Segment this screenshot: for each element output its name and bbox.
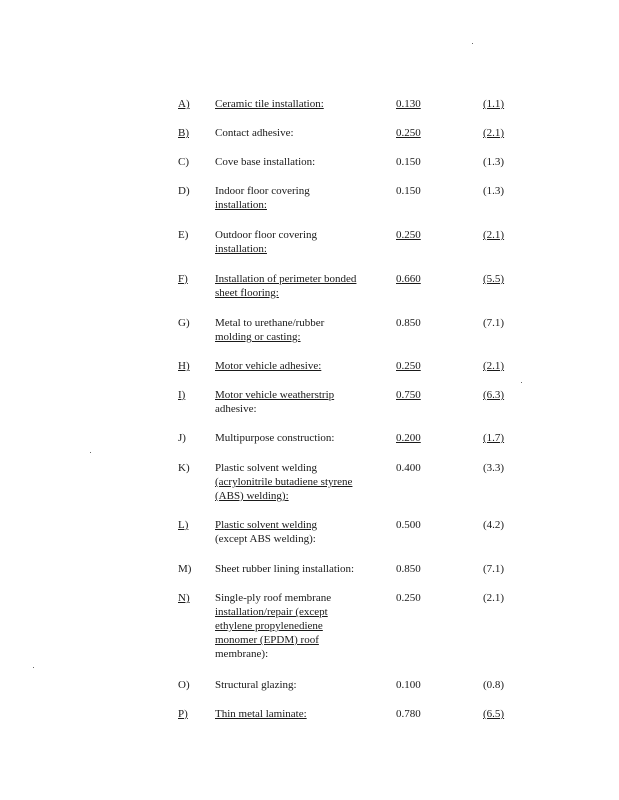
item-letter-text: A) xyxy=(178,98,190,110)
voc-limit-lb-gal: 0.250 xyxy=(396,127,421,139)
item-letter xyxy=(178,316,208,330)
item-description xyxy=(215,155,380,169)
item-letter-text: C) xyxy=(178,156,189,168)
description-line: installation: xyxy=(215,243,267,255)
description-line: Motor vehicle adhesive: xyxy=(215,360,322,372)
voc-limit-alt-units: (7.1) xyxy=(483,317,505,329)
item-letter-text: D) xyxy=(178,185,190,197)
item-letter-text: J) xyxy=(178,432,186,444)
item-letter xyxy=(178,707,218,721)
item-description xyxy=(215,184,380,212)
voc-limit-lb-gal: 0.200 xyxy=(396,432,421,444)
voc-limit-alt-units: (0.8) xyxy=(483,679,505,691)
voc-limit-alt-units: (4.2) xyxy=(483,519,505,531)
description-line: (except ABS welding): xyxy=(215,533,316,545)
voc-limit-lb-gal: 0.850 xyxy=(396,317,421,329)
description-line: Motor vehicle weatherstrip xyxy=(215,389,335,401)
item-description xyxy=(215,562,380,576)
item-letter-text: H) xyxy=(178,360,190,372)
item-description xyxy=(215,228,380,256)
item-description xyxy=(215,126,380,140)
voc-limit-lb-gal: 0.850 xyxy=(396,563,421,575)
description-line: Plastic solvent welding xyxy=(215,519,318,531)
item-description xyxy=(215,316,380,344)
description-line: Sheet rubber lining installation: xyxy=(215,563,355,575)
voc-limit-alt-units: (1.3) xyxy=(483,156,505,168)
item-description xyxy=(215,707,380,721)
item-letter-text: L) xyxy=(178,519,189,531)
description-line: (ABS) welding): xyxy=(215,490,289,502)
voc-limit-lb-gal: 0.100 xyxy=(396,679,421,691)
voc-limit-lb-gal: 0.130 xyxy=(396,98,421,110)
scan-speck xyxy=(33,667,34,668)
item-description xyxy=(215,461,380,503)
voc-limit-alt-units: (2.1) xyxy=(483,360,505,372)
voc-limit-alt-units: (2.1) xyxy=(483,592,505,604)
description-line: molding or casting: xyxy=(215,331,301,343)
description-line: Thin metal laminate: xyxy=(215,708,307,720)
description-line: Plastic solvent welding xyxy=(215,462,318,474)
scan-speck xyxy=(90,452,91,453)
item-description xyxy=(215,431,380,445)
item-letter-text: I) xyxy=(178,389,186,401)
item-letter-text: P) xyxy=(178,708,188,720)
item-letter xyxy=(178,155,208,169)
item-description xyxy=(215,388,380,416)
item-letter xyxy=(178,678,208,692)
description-line: membrane): xyxy=(215,648,269,660)
voc-limit-lb-gal: 0.500 xyxy=(396,519,421,531)
voc-limit-lb-gal: 0.150 xyxy=(396,185,421,197)
voc-limit-lb-gal: 0.250 xyxy=(396,360,421,372)
item-letter xyxy=(178,518,218,532)
description-line: Structural glazing: xyxy=(215,679,297,691)
description-line: Single-ply roof membrane xyxy=(215,592,332,604)
description-line: Contact adhesive: xyxy=(215,127,294,139)
item-letter-text: E) xyxy=(178,229,189,241)
description-line: Indoor floor covering xyxy=(215,185,310,197)
description-line: ethylene propylenediene xyxy=(215,620,323,632)
item-letter-text: O) xyxy=(178,679,190,691)
item-description xyxy=(215,272,380,300)
item-letter xyxy=(178,184,208,198)
item-letter xyxy=(178,272,218,286)
description-line: sheet flooring: xyxy=(215,287,279,299)
voc-limit-alt-units: (1.7) xyxy=(483,432,505,444)
voc-limit-lb-gal: 0.750 xyxy=(396,389,421,401)
description-line: installation/repair (except xyxy=(215,606,328,618)
item-letter xyxy=(178,359,218,373)
voc-limit-lb-gal: 0.660 xyxy=(396,273,421,285)
description-line: Metal to urethane/rubber xyxy=(215,317,325,329)
item-letter xyxy=(178,461,208,475)
voc-limit-alt-units: (2.1) xyxy=(483,229,505,241)
scan-speck xyxy=(472,43,473,44)
item-letter xyxy=(178,126,218,140)
voc-limit-alt-units: (3.3) xyxy=(483,462,505,474)
description-line: Ceramic tile installation: xyxy=(215,98,324,110)
item-letter-text: B) xyxy=(178,127,189,139)
item-description xyxy=(215,678,380,692)
description-line: installation: xyxy=(215,199,267,211)
item-letter xyxy=(178,562,208,576)
item-description xyxy=(215,518,380,546)
item-letter xyxy=(178,228,208,242)
voc-limit-lb-gal: 0.780 xyxy=(396,708,421,720)
description-line: Installation of perimeter bonded xyxy=(215,273,357,285)
scan-speck xyxy=(521,382,522,383)
item-letter xyxy=(178,97,218,111)
voc-limit-lb-gal: 0.150 xyxy=(396,156,421,168)
voc-limit-alt-units: (1.1) xyxy=(483,98,505,110)
item-letter xyxy=(178,431,208,445)
description-line: monomer (EPDM) roof xyxy=(215,634,319,646)
item-letter-text: F) xyxy=(178,273,188,285)
item-description xyxy=(215,359,380,373)
item-letter-text: M) xyxy=(178,563,192,575)
voc-limit-lb-gal: 0.250 xyxy=(396,229,421,241)
item-description xyxy=(215,591,380,661)
voc-limit-lb-gal: 0.250 xyxy=(396,592,421,604)
voc-limit-alt-units: (1.3) xyxy=(483,185,505,197)
voc-limit-alt-units: (6.5) xyxy=(483,708,505,720)
voc-limit-alt-units: (2.1) xyxy=(483,127,505,139)
description-line: adhesive: xyxy=(215,403,257,415)
item-letter-text: G) xyxy=(178,317,190,329)
item-letter xyxy=(178,591,218,605)
description-line: Outdoor floor covering xyxy=(215,229,318,241)
description-line: Cove base installation: xyxy=(215,156,316,168)
voc-limit-alt-units: (6.3) xyxy=(483,389,505,401)
item-description xyxy=(215,97,380,111)
voc-limit-alt-units: (5.5) xyxy=(483,273,505,285)
voc-limit-lb-gal: 0.400 xyxy=(396,462,421,474)
description-line: (acrylonitrile butadiene styrene xyxy=(215,476,353,488)
voc-limit-alt-units: (7.1) xyxy=(483,563,505,575)
item-letter-text: K) xyxy=(178,462,190,474)
description-line: Multipurpose construction: xyxy=(215,432,335,444)
item-letter xyxy=(178,388,218,402)
item-letter-text: N) xyxy=(178,592,190,604)
